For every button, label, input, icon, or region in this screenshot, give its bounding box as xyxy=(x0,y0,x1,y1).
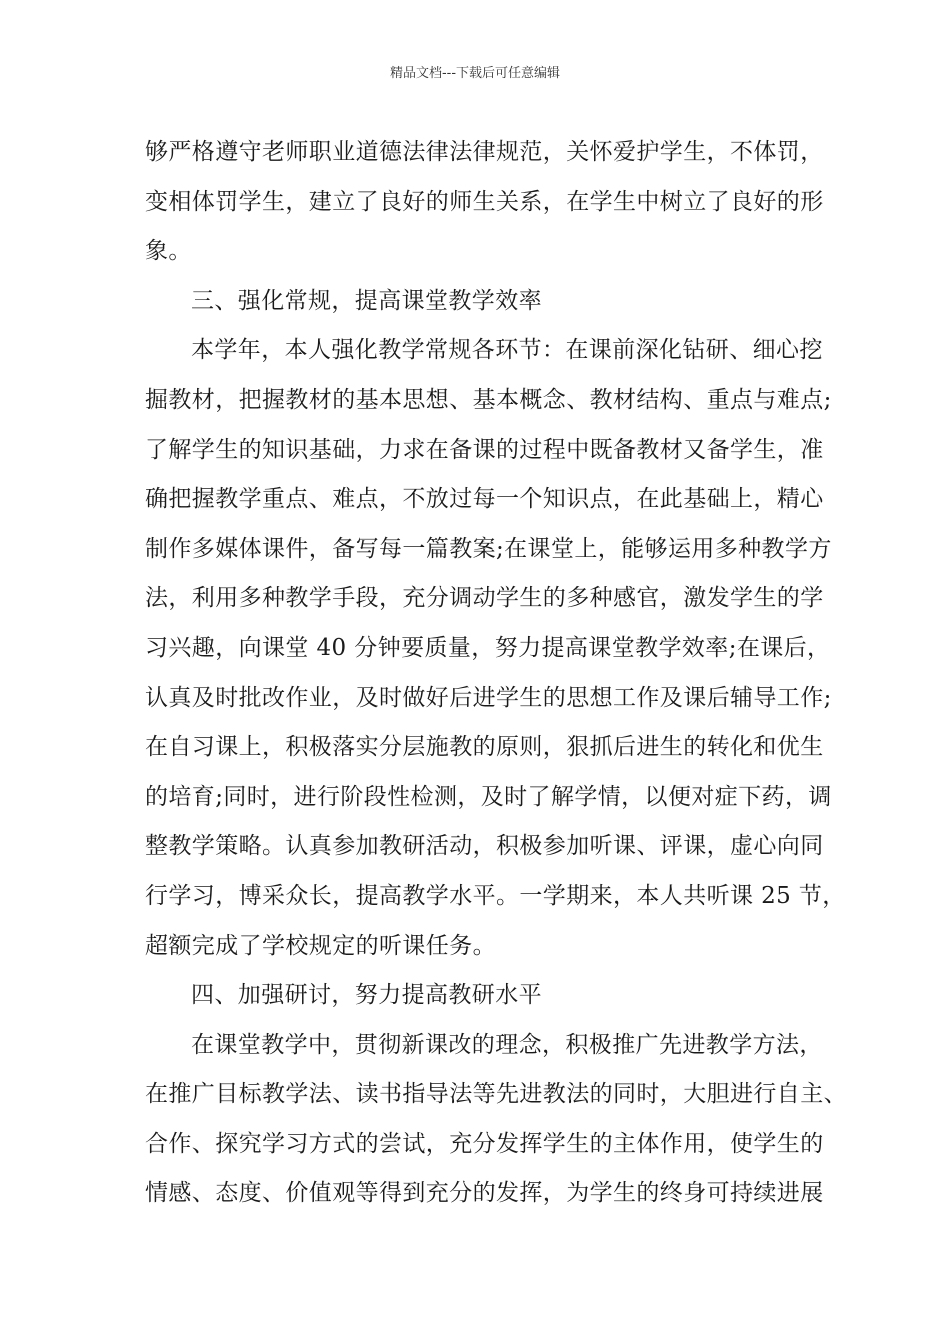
section-heading-4: 四、加强研讨，努力提高教研水平 xyxy=(191,982,542,1009)
body-line: 习兴趣，向课堂 40 分钟要质量，努力提高课堂教学效率;在课后， xyxy=(145,634,831,661)
body-line: 本学年，本人强化教学常规各环节：在课前深化钻研、细心挖 xyxy=(191,337,823,364)
body-line: 行学习，博采众长，提高教学水平。一学期来，本人共听课 25 节， xyxy=(145,882,846,909)
body-line: 在课堂教学中，贯彻新课改的理念，积极推广先进教学方法， xyxy=(191,1031,823,1058)
body-line: 变相体罚学生，建立了良好的师生关系，在学生中树立了良好的形 xyxy=(145,188,824,215)
section-heading-3: 三、强化常规，提高课堂教学效率 xyxy=(191,287,542,314)
body-line: 掘教材，把握教材的基本思想、基本概念、教材结构、重点与难点; xyxy=(145,386,832,413)
body-line: 象。 xyxy=(145,238,192,265)
body-line: 超额完成了学校规定的听课任务。 xyxy=(145,932,496,959)
body-line: 在自习课上，积极落实分层施教的原则，狠抓后进生的转化和优生 xyxy=(145,734,824,761)
body-line: 法，利用多种教学手段，充分调动学生的多种感官，激发学生的学 xyxy=(145,585,824,612)
page-header: 精品文档---下载后可任意编辑 xyxy=(389,66,561,81)
body-line: 的培育;同时，进行阶段性检测，及时了解学情，以便对症下药，调 xyxy=(145,783,832,810)
body-line: 整教学策略。认真参加教研活动，积极参加听课、评课，虚心向同 xyxy=(145,833,824,860)
body-line: 合作、探究学习方式的尝试，充分发挥学生的主体作用，使学生的 xyxy=(145,1130,824,1157)
body-line: 认真及时批改作业，及时做好后进学生的思想工作及课后辅导工作; xyxy=(145,684,832,711)
body-line: 了解学生的知识基础，力求在备课的过程中既备教材又备学生，准 xyxy=(145,436,824,463)
body-line: 在推广目标教学法、读书指导法等先进教法的同时，大胆进行自主、 xyxy=(145,1081,847,1108)
body-line: 情感、态度、价值观等得到充分的发挥，为学生的终身可持续进展 xyxy=(145,1180,824,1207)
body-line: 制作多媒体课件，备写每一篇教案;在课堂上，能够运用多种教学方 xyxy=(145,535,832,562)
body-line: 够严格遵守老师职业道德法律法律规范，关怀爱护学生，不体罚， xyxy=(145,139,824,165)
body-line: 确把握教学重点、难点，不放过每一个知识点，在此基础上，精心 xyxy=(145,486,824,513)
document-body xyxy=(145,132,847,1223)
